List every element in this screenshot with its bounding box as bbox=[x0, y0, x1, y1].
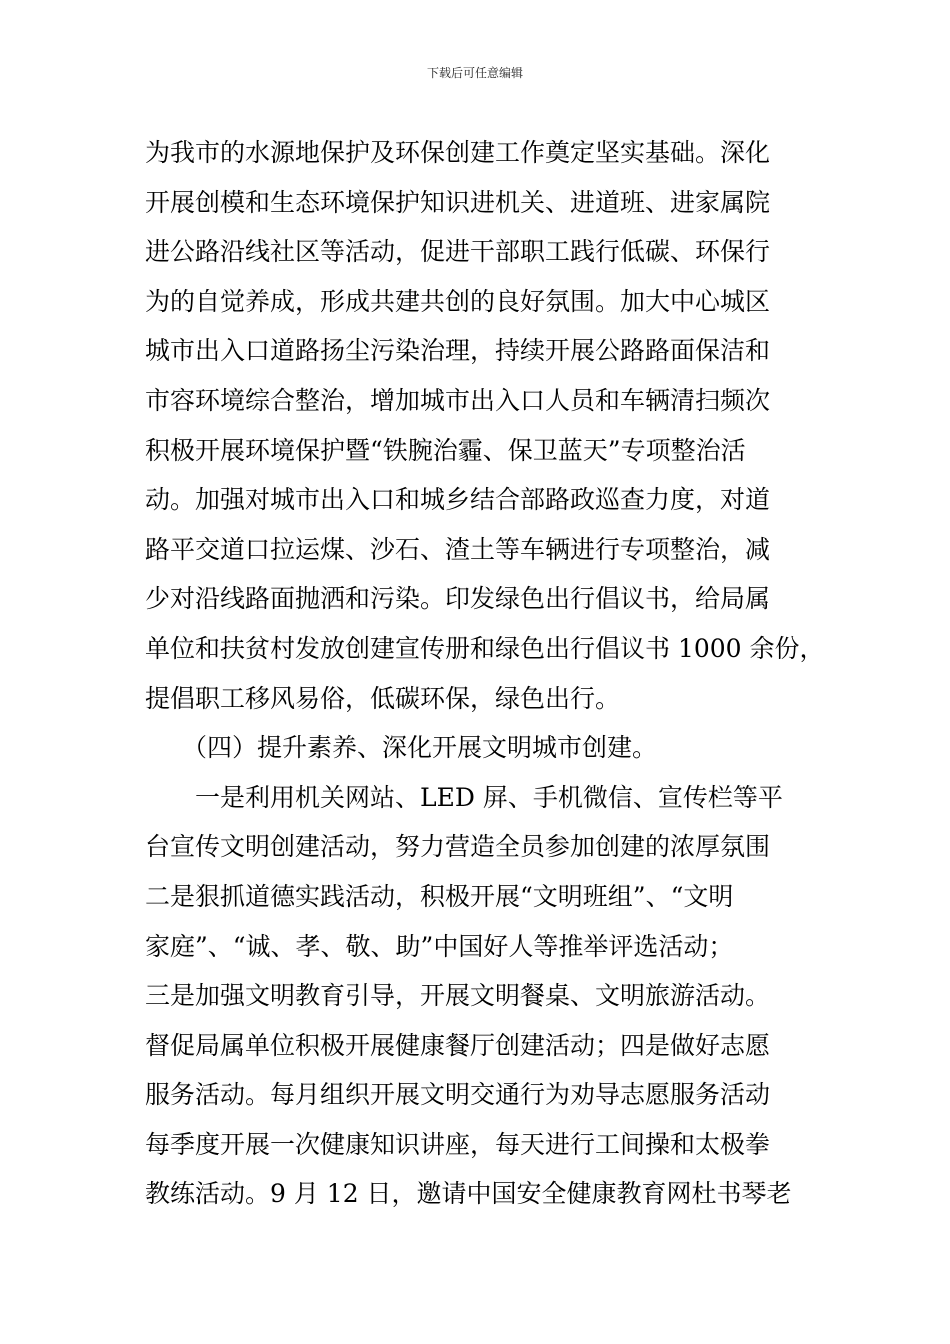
text-line: 台宣传文明创建活动，努力营造全员参加创建的浓厚氛围 bbox=[145, 832, 771, 862]
text-line: 二是狠抓道德实践活动，积极开展“文明班组”、“文明 bbox=[145, 881, 734, 911]
text-line: 路平交道口拉运煤、沙石、渣土等车辆进行专项整治，减 bbox=[145, 534, 771, 564]
text-line: 督促局属单位积极开展健康餐厅创建活动；四是做好志愿 bbox=[145, 1030, 771, 1060]
text-line: 服务活动。每月组织开展文明交通行为劝导志愿服务活动 bbox=[145, 1080, 771, 1110]
document-body bbox=[145, 128, 825, 1219]
text-line: 单位和扶贫村发放创建宣传册和绿色出行倡议书 1000 余份， bbox=[145, 633, 825, 663]
text-line: 提倡职工移风易俗，低碳环保，绿色出行。 bbox=[145, 683, 621, 713]
text-line: 教练活动。9 月 12 日，邀请中国安全健康教育网杜书琴老 bbox=[145, 1179, 792, 1209]
text-line: 市容环境综合整治，增加城市出入口人员和车辆清扫频次 bbox=[145, 385, 771, 415]
text-line: 为的自觉养成，形成共建共创的良好氛围。加大中心城区 bbox=[145, 286, 771, 316]
text-line: 积极开展环境保护暨“铁腕治霾、保卫蓝天”专项整治活 bbox=[145, 435, 746, 465]
text-line: 为我市的水源地保护及环保创建工作奠定坚实基础。深化 bbox=[145, 138, 771, 167]
text-line: 少对沿线路面抛洒和污染。印发绿色出行倡议书，给局属 bbox=[145, 584, 771, 614]
text-line: 进公路沿线社区等活动，促进干部职工践行低碳、环保行 bbox=[145, 237, 771, 267]
text-line: 三是加强文明教育引导，开展文明餐桌、文明旅游活动。 bbox=[145, 981, 771, 1011]
text-line: 城市出入口道路扬尘污染治理，持续开展公路路面保洁和 bbox=[145, 336, 771, 366]
text-line: 开展创模和生态环境保护知识进机关、进道班、进家属院 bbox=[145, 187, 771, 217]
text-line: 动。加强对城市出入口和城乡结合部路政巡查力度，对道 bbox=[145, 485, 771, 515]
text-line: 一是利用机关网站、LED 屏、手机微信、宣传栏等平 bbox=[195, 782, 783, 812]
text-line: 每季度开展一次健康知识讲座，每天进行工间操和太极拳 bbox=[145, 1129, 771, 1159]
section-heading: （四）提升素养、深化开展文明城市创建。 bbox=[182, 733, 658, 763]
text-line: 家庭”、“诚、孝、敬、助”中国好人等推举评选活动； bbox=[145, 931, 734, 961]
page-header: 下载后可任意编辑 bbox=[426, 66, 523, 80]
